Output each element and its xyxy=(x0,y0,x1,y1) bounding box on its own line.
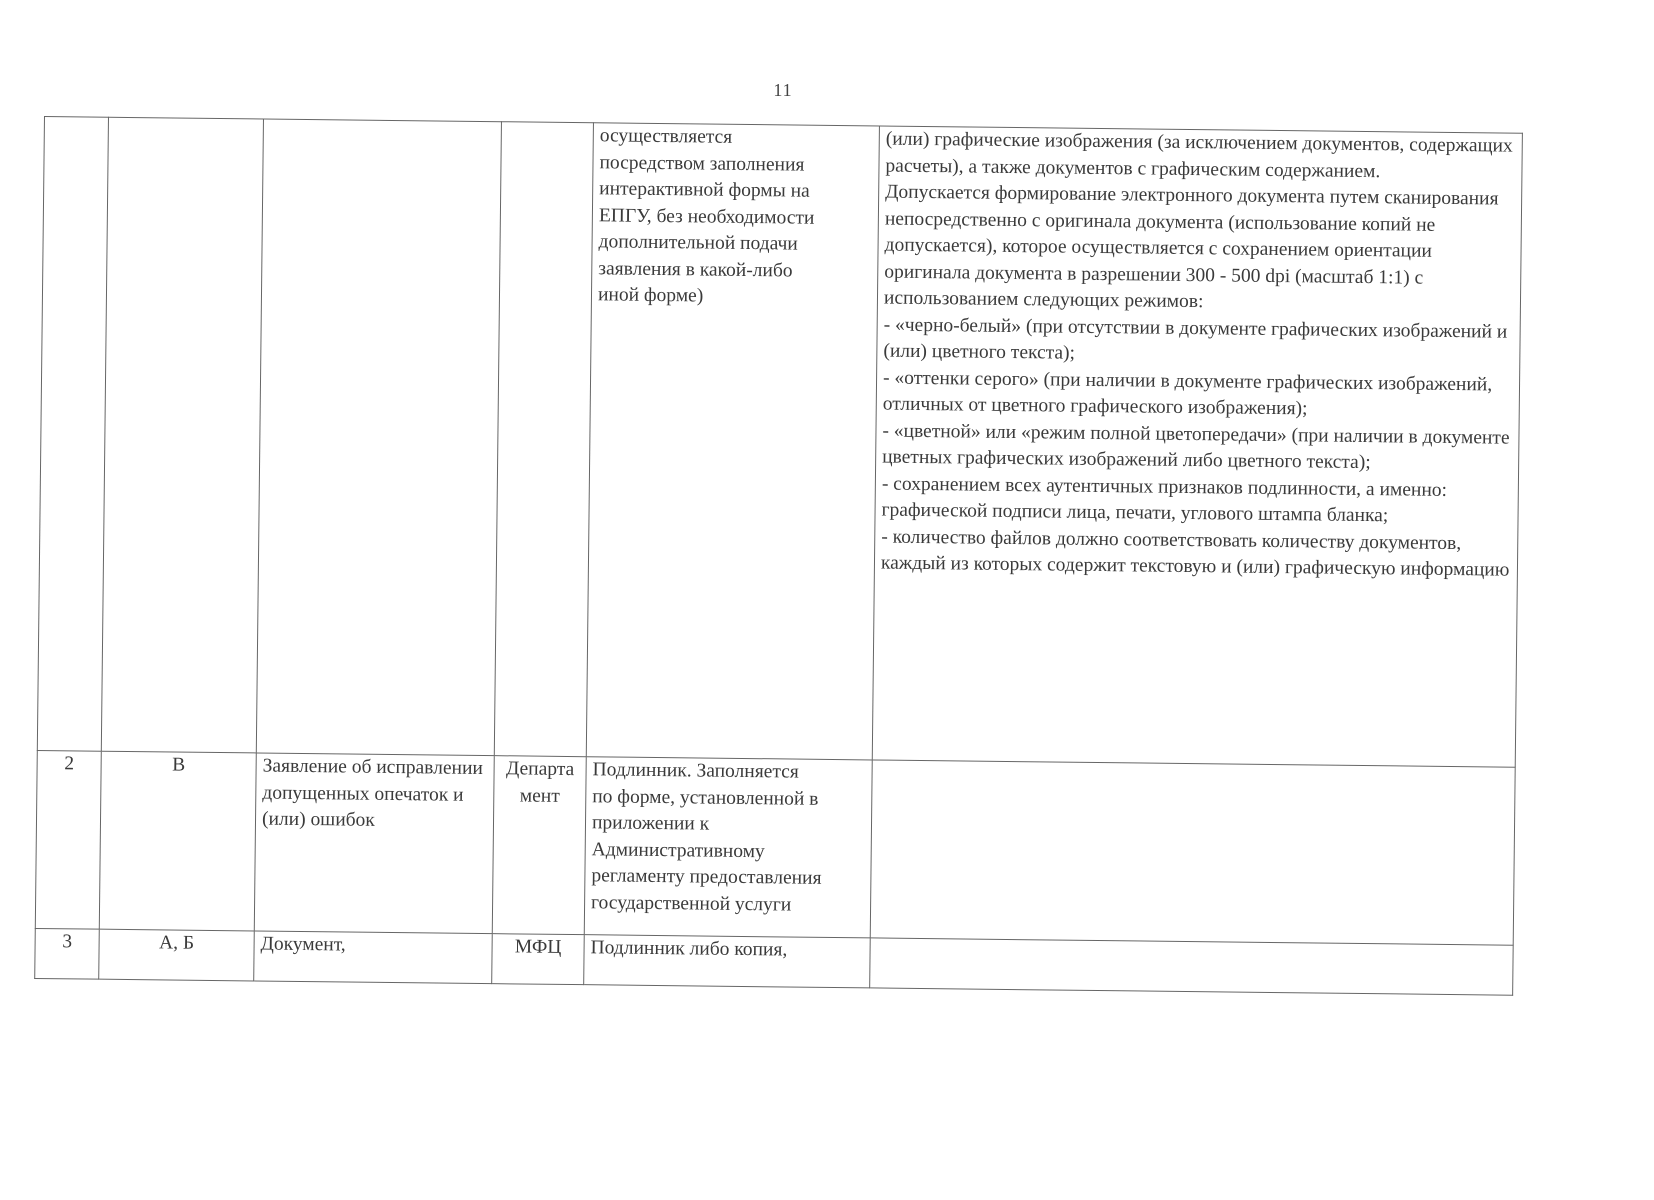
document-requirements xyxy=(584,935,871,988)
text-line: дополнительной подачи xyxy=(598,231,798,255)
table-row xyxy=(35,750,1515,945)
applicant-category xyxy=(101,117,263,753)
text-line: Подлинник. Заполняется xyxy=(592,759,799,783)
applicant-category: В xyxy=(99,751,256,931)
text-line: по форме, установленной в xyxy=(592,785,819,810)
note-paragraph: - «цветной» или «режим полной цветопередачи» (при наличии в документе цветных графических изображений либо цветного текста); xyxy=(882,420,1510,474)
text-line: ЕПГУ, без необходимости xyxy=(598,204,815,229)
requirements-text xyxy=(591,757,866,919)
note-paragraph: - количество файлов должно соответствовать количеству документов, каждый из которых содержит текстовую и (или) графическую информацию xyxy=(880,526,1510,581)
text-line: регламенту предоставления xyxy=(591,865,822,889)
document-requirements xyxy=(586,123,879,760)
table-row xyxy=(37,117,1522,768)
document-name: Документ, xyxy=(254,931,493,984)
submission-place: МФЦ xyxy=(492,934,585,985)
text-line: посредством заполнения xyxy=(599,151,805,176)
note-paragraph: - сохранением всех аутентичных признаков подлинности, а именно: графической подписи лица, печати, углового штампа бланка; xyxy=(881,473,1448,527)
row-number: 2 xyxy=(35,750,101,929)
text-line: осуществляется xyxy=(599,125,733,148)
documents-table xyxy=(34,116,1523,996)
text-line: заявления в какой-либо xyxy=(598,257,793,282)
notes-cell xyxy=(870,760,1515,945)
requirements-text xyxy=(598,123,873,312)
text-line: государственной услуги xyxy=(590,891,792,916)
document-requirements xyxy=(584,757,872,938)
text-line: Подлинник либо копия, xyxy=(590,937,788,961)
applicant-category: А, Б xyxy=(99,929,255,981)
note-paragraph: (или) графические изображения (за исключением документов, содержащих расчеты), а также документов с графическим содержанием. xyxy=(885,128,1513,182)
document-name: Заявление об исправлении допущенных опечаток и (или) ошибок xyxy=(254,753,494,934)
submission-place xyxy=(494,122,593,757)
note-paragraph: Допускается формирование электронного документа путем сканирования непосредственно с оригинала документа (использование копий не допускается), которое осуществляется с сохранением ориентации оригинала документа в разрешении 300 - 500 dpi (масштаб 1:1) с использованием следующих режимов: xyxy=(883,181,1499,313)
note-paragraph: - «оттенки серого» (при наличии в документе графических изображений, отличных от цветного графического изображения); xyxy=(882,367,1493,420)
note-paragraph: - «черно-белый» (при отсутствии в документе графических изображений и (или) цветного текста); xyxy=(883,314,1508,364)
row-number xyxy=(37,117,108,752)
text-line: приложении к xyxy=(591,812,710,835)
document-name xyxy=(256,119,501,756)
text-line: иной форме) xyxy=(597,284,704,307)
text-line: интерактивной формы на xyxy=(599,178,810,202)
notes-cell xyxy=(870,938,1514,995)
notes-text xyxy=(881,127,1516,585)
text-line: Административному xyxy=(591,838,765,862)
row-number: 3 xyxy=(35,928,100,979)
submission-place: Департа мент xyxy=(492,756,586,935)
page-number: 11 xyxy=(773,80,793,100)
notes-cell xyxy=(872,126,1522,767)
